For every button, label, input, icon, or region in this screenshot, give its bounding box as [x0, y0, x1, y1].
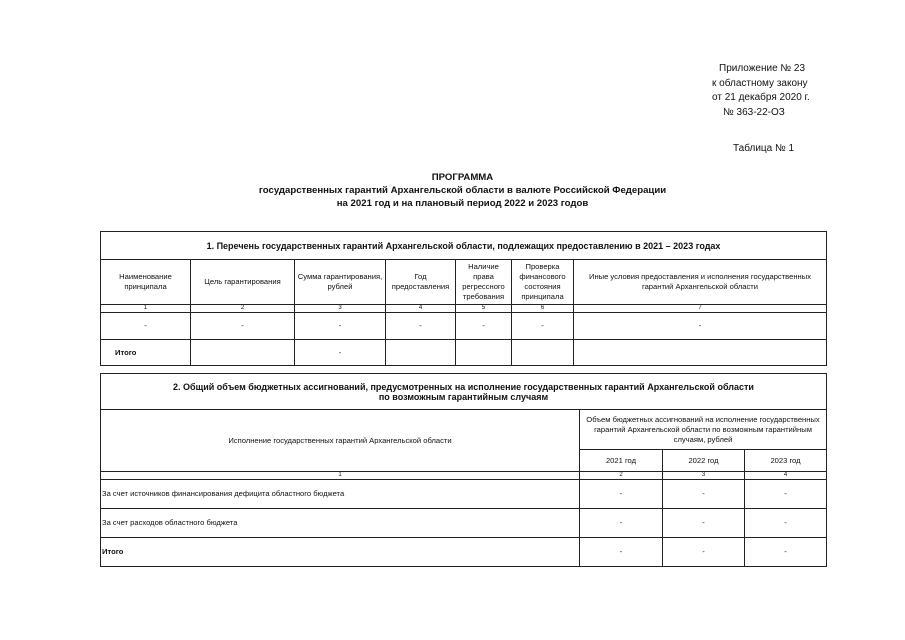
cell-value: -: [745, 480, 827, 509]
col-number: 6: [512, 305, 574, 313]
header-year-2023: 2023 год: [745, 450, 827, 472]
table-number: Таблица № 1: [733, 143, 795, 154]
budget-allocations-table: [100, 373, 827, 567]
annex-law-number: № 363-22-ОЗ: [723, 106, 785, 118]
cell-value: -: [386, 313, 456, 340]
header-sum: Сумма гарантирования, рублей: [295, 260, 386, 305]
cell-value: -: [663, 480, 745, 509]
col-number: 2: [191, 305, 295, 313]
annex-number: Приложение № 23: [719, 63, 806, 74]
col-number: 2: [580, 472, 663, 480]
header-purpose: Цель гарантирования: [191, 260, 295, 305]
col-number: 1: [101, 305, 191, 313]
total-row: [101, 538, 827, 567]
cell-value: -: [745, 538, 827, 567]
table-row: [101, 509, 827, 538]
header-other: Иные условия предоставления и исполнения государственных гарантий Архангельской области: [574, 260, 827, 305]
cell-value: -: [512, 313, 574, 340]
col-number: 4: [386, 305, 456, 313]
cell-value: -: [456, 313, 512, 340]
header-check: Проверка финансового состояния принципала: [512, 260, 574, 305]
section2-heading-line-1: 2. Общий объем бюджетных ассигнований, предусмотренных на исполнение государственных гарантий Архангельской области: [173, 381, 754, 392]
col-number: 7: [574, 305, 827, 313]
col-number: 3: [295, 305, 386, 313]
section2-heading: [101, 374, 827, 410]
cell-value: -: [580, 480, 663, 509]
header-execution: Исполнение государственных гарантий Архангельской области: [101, 410, 580, 472]
section1-heading: 1. Перечень государственных гарантий Архангельской области, подлежащих предоставлению в 2021 – 2023 годах: [101, 232, 827, 260]
cell-value: -: [101, 313, 191, 340]
total-row: [101, 340, 827, 366]
cell-value: -: [663, 538, 745, 567]
table-row: [101, 480, 827, 509]
empty-cell: [456, 340, 512, 366]
annex-date: от 21 декабря 2020 г.: [712, 92, 810, 103]
page-title: [100, 171, 825, 210]
header-principal: Наименование принципала: [101, 260, 191, 305]
col-number: 1: [101, 472, 580, 480]
empty-cell: [574, 340, 827, 366]
col-number: 3: [663, 472, 745, 480]
empty-cell: [191, 340, 295, 366]
cell-value: -: [580, 509, 663, 538]
title-line-3: на 2021 год и на плановый период 2022 и 2023 годов: [336, 198, 589, 209]
title-line-1: ПРОГРАММА: [431, 172, 494, 183]
col-number: 4: [745, 472, 827, 480]
header-year-2022: 2022 год: [663, 450, 745, 472]
guarantees-list-table: [100, 231, 827, 366]
header-regress: Наличие права регрессного требования: [456, 260, 512, 305]
total-sum: -: [295, 340, 386, 366]
annex-law: к областному закону: [712, 77, 808, 89]
header-allocations: Объем бюджетных ассигнований на исполнение государственных гарантий Архангельской области по возможным гарантийным случаям, рублей: [580, 410, 827, 450]
cell-value: -: [295, 313, 386, 340]
cell-value: -: [663, 509, 745, 538]
section2-heading-line-2: по возможным гарантийным случаям: [378, 391, 549, 402]
header-year: Год предоставления: [386, 260, 456, 305]
cell-value: -: [574, 313, 827, 340]
title-line-2: государственных гарантий Архангельской области в валюте Российской Федерации: [258, 185, 667, 196]
cell-value: -: [580, 538, 663, 567]
row-label: За счет расходов областного бюджета: [101, 509, 580, 538]
total-label: Итого: [101, 340, 191, 366]
annex-header: [700, 62, 830, 120]
row-label: За счет источников финансирования дефицита областного бюджета: [101, 480, 580, 509]
empty-cell: [512, 340, 574, 366]
col-number: 5: [456, 305, 512, 313]
cell-value: -: [191, 313, 295, 340]
table-row: [101, 313, 827, 340]
cell-value: -: [745, 509, 827, 538]
total-label: Итого: [101, 538, 580, 567]
header-year-2021: 2021 год: [580, 450, 663, 472]
empty-cell: [386, 340, 456, 366]
